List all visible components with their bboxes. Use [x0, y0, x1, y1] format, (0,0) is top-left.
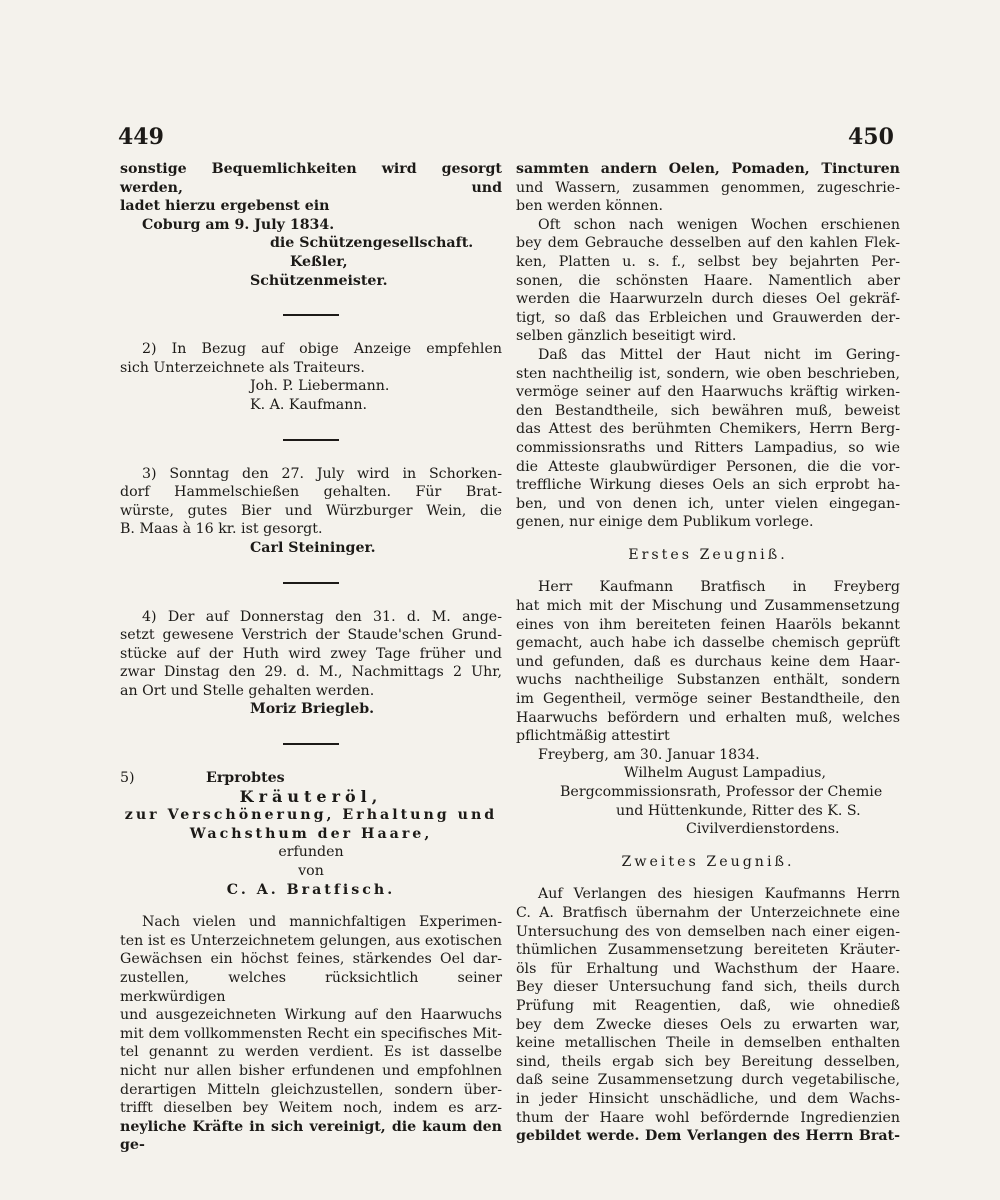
text-line: thum der Haare wohl befördernde Ingredienzien	[516, 1109, 900, 1126]
text-line: Oft schon nach wenigen Wochen erschienen	[538, 216, 900, 233]
text-line: Auf Verlangen des hiesigen Kaufmanns Herrn	[538, 886, 900, 903]
signature-line: Wilhelm August Lampadius,	[624, 765, 826, 782]
text-line: tigt, so daß das Erbleichen und Grauwerden der-	[516, 309, 900, 326]
text-line: die Atteste glaubwürdiger Personen, die die vor-	[516, 458, 900, 475]
text-line: Prüfung mit Reagentien, daß, wie ohnedieß	[516, 997, 900, 1014]
signature-line: Joh. P. Liebermann.	[250, 378, 390, 395]
text-line: den Bestandtheile, sich bewähren muß, beweist	[516, 402, 900, 419]
text-line: ten ist es Unterzeichnetem gelungen, aus exotischen	[120, 932, 502, 949]
text-line: sich Unterzeichnete als Traiteurs.	[120, 359, 365, 376]
text-line: 3) Sonntag den 27. July wird in Schorken-	[142, 465, 502, 482]
place-date: Freyberg, am 30. Januar 1834.	[538, 746, 760, 763]
text-line: und Wassern, zusammen genommen, zugeschrie-	[516, 179, 900, 196]
ad-title: Kräuteröl,	[239, 786, 383, 806]
text-line: zustellen, welches rücksichtlich seiner merkwürdigen	[120, 970, 502, 1005]
text-line: eines von ihm bereiteten feinen Haaröls bekannt	[516, 616, 900, 633]
text-line: gebildet werde. Dem Verlangen des Herrn Brat-	[516, 1128, 900, 1145]
text-line: Herr Kaufmann Bratfisch in Freyberg	[538, 579, 900, 596]
text-line: sonstige Bequemlichkeiten wird gesorgt werden, und	[120, 161, 502, 196]
ad-author: C. A. Bratfisch.	[226, 881, 396, 898]
right-column	[516, 160, 900, 1146]
text-line: bey dem Zwecke dieses Oels zu erwarten war,	[516, 1016, 900, 1033]
text-line: gemacht, auch habe ich dasselbe chemisch geprüft	[516, 635, 900, 652]
text-line: Untersuchung des von demselben nach einer eigen-	[516, 923, 900, 940]
text-line: und gefunden, daß es durchaus keine dem Haar-	[516, 653, 900, 670]
text-line: und ausgezeichneten Wirkung auf den Haarwuchs	[120, 1007, 502, 1024]
signature-line: und Hüttenkunde, Ritter des K. S.	[616, 802, 861, 819]
ad-heading: Erprobtes	[206, 770, 285, 787]
ad-byline: von	[298, 863, 324, 880]
text-line: sten nachtheilig ist, sondern, wie oben beschrieben,	[516, 365, 900, 382]
signature-line: Bergcommissionsrath, Professor der Chemie	[560, 784, 883, 800]
text-line: neyliche Kräfte in sich vereinigt, die kaum den ge-	[120, 1118, 502, 1154]
text-line: pflichtmäßig attestirt	[516, 728, 670, 745]
text-line: selben gänzlich beseitigt wird.	[516, 328, 737, 345]
text-line: treffliche Wirkung dieses Oels an sich erprobt ha-	[516, 477, 900, 494]
ad-subtitle: Wachsthum der Haare,	[189, 825, 433, 842]
text-line: thümlichen Zusammensetzung bereiteten Kräuter-	[516, 942, 900, 959]
signature-line: Carl Steininger.	[250, 539, 376, 556]
signature-line: K. A. Kaufmann.	[250, 396, 368, 413]
text-line: Bey dieser Untersuchung fand sich, theils durch	[516, 979, 900, 996]
place-date: Coburg am 9. July 1834.	[142, 216, 335, 233]
text-line: ben, und von denen ich, unter vielen eingegan-	[516, 495, 900, 512]
ad-heading-row	[120, 769, 502, 788]
ad-byline: erfunden	[278, 844, 344, 861]
text-line: in jeder Hinsicht unschädliche, und dem Wachs-	[516, 1090, 900, 1107]
text-line: bey dem Gebrauche desselben auf den kahlen Flek-	[516, 235, 900, 252]
text-line: 4) Der auf Donnerstag den 31. d. M. ange-	[142, 608, 502, 625]
signature-line: Keßler,	[290, 253, 348, 270]
text-line: derartigen Mitteln gleichzustellen, sondern über-	[120, 1081, 502, 1098]
page-number-right: 450	[848, 124, 894, 150]
text-line: Haarwuchs befördern und erhalten muß, welches	[516, 709, 900, 726]
text-line: nicht nur allen bisher erfundenen und empfohlnen	[120, 1062, 502, 1079]
text-line: vermöge seiner auf den Haarwuchs kräftig wirken-	[516, 384, 900, 401]
section-heading: Erstes Zeugniß.	[628, 546, 788, 563]
left-column	[120, 160, 502, 1155]
page-number-left: 449	[118, 124, 164, 150]
text-line: öls für Erhaltung und Wachsthum der Haare.	[516, 960, 900, 977]
text-line: ben werden können.	[516, 198, 664, 215]
text-line: keine metallischen Theile in demselben enthalten	[516, 1035, 900, 1052]
text-line: B. Maas à 16 kr. ist gesorgt.	[120, 521, 323, 538]
text-line: C. A. Bratfisch übernahm der Unterzeichnete eine	[516, 904, 900, 921]
text-line: an Ort und Stelle gehalten werden.	[120, 682, 375, 699]
text-line: trifft dieselben bey Weitem noch, indem es arz-	[120, 1100, 502, 1117]
text-line: das Attest des berühmten Chemikers, Herrn Berg-	[516, 421, 900, 438]
signature-line: die Schützengesellschaft.	[270, 235, 474, 252]
ad-number: 5)	[120, 770, 135, 787]
text-line: zwar Dinstag den 29. d. M., Nachmittags 2 Uhr,	[120, 664, 502, 681]
text-line: ladet hierzu ergebenst ein	[120, 198, 330, 215]
text-line: Daß das Mittel der Haut nicht im Gering-	[538, 346, 900, 363]
text-line: setzt gewesene Verstrich der Staude'schen Grund-	[120, 627, 502, 644]
text-line: stücke auf der Huth wird zwey Tage früher und	[120, 645, 502, 662]
text-line: tel genannt zu werden verdient. Es ist dasselbe	[120, 1044, 502, 1061]
text-line: würste, gutes Bier und Würzburger Wein, die	[120, 502, 502, 519]
text-line: werden die Haarwurzeln durch dieses Oel gekräf-	[516, 291, 900, 308]
text-line: sonen, die schönsten Haare. Namentlich aber	[516, 272, 900, 289]
text-line: daß seine Zusammensetzung durch vegetabilische,	[516, 1072, 900, 1089]
text-line: Nach vielen und mannichfaltigen Experimen-	[142, 914, 502, 931]
text-line: mit dem vollkommensten Recht ein specifisches Mit-	[120, 1025, 502, 1042]
signature-line: Moriz Briegleb.	[250, 701, 375, 718]
signature-line: Civilverdienstordens.	[686, 821, 840, 838]
text-line: dorf Hammelschießen gehalten. Für Brat-	[120, 484, 502, 501]
text-line: im Gegentheil, vermöge seiner Bestandtheile, den	[516, 691, 900, 708]
text-line: commissionsraths und Ritters Lampadius, so wie	[516, 439, 900, 456]
text-line: sammten andern Oelen, Pomaden, Tincturen	[516, 161, 900, 177]
section-heading: Zweites Zeugniß.	[621, 853, 795, 870]
signature-line: Schützenmeister.	[250, 272, 388, 289]
text-line: 2) In Bezug auf obige Anzeige empfehlen	[142, 341, 502, 358]
text-line: genen, nur einige dem Publikum vorlege.	[516, 514, 814, 531]
text-line: sind, theils ergab sich bey Bereitung desselben,	[516, 1053, 900, 1070]
text-line: Gewächsen ein höchst feines, stärkendes Oel dar-	[120, 951, 502, 968]
text-line: ken, Platten u. s. f., selbst bey bejahrten Per-	[516, 253, 900, 270]
text-line: wuchs nachtheilige Substanzen enthält, sondern	[516, 672, 900, 689]
ad-subtitle: zur Verschönerung, Erhaltung und	[124, 807, 498, 824]
text-line: hat mich mit der Mischung und Zusammensetzung	[516, 598, 900, 615]
